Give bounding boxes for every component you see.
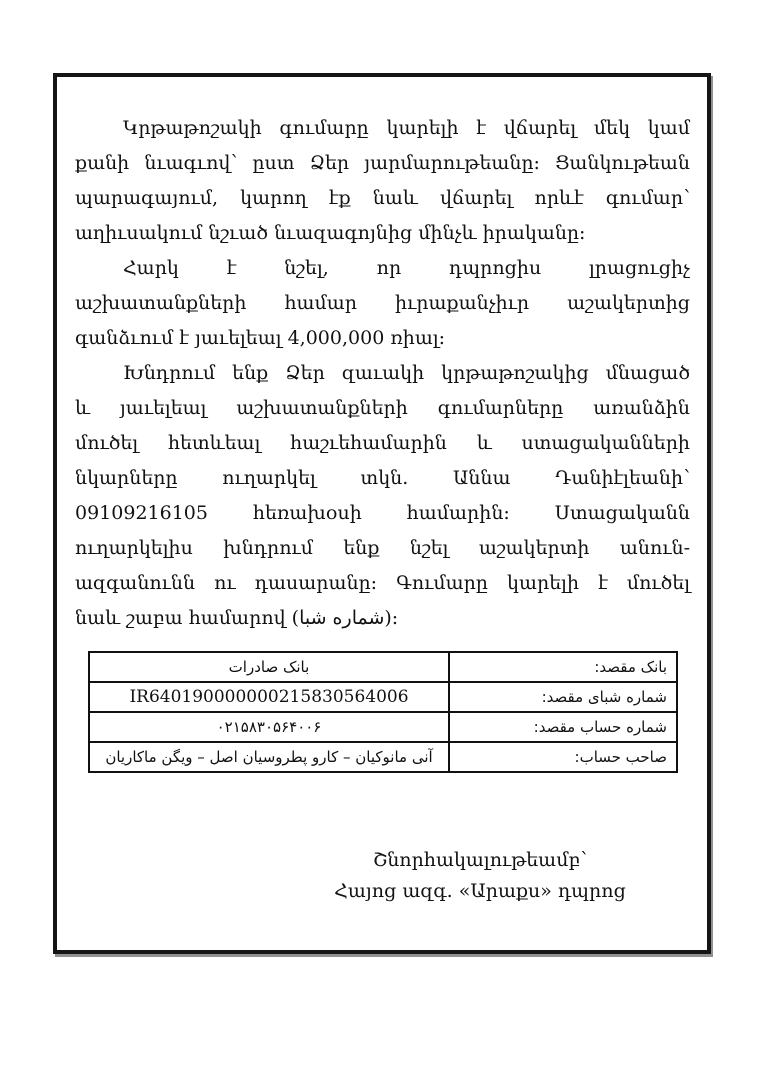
account-holder-value: آنی مانوکیان – کارو پطروسیان اصل – ویگن ماکاریان xyxy=(89,742,449,772)
text-line: 09109216105 հեռախօսի համարին։ Ստացականն xyxy=(75,502,690,524)
text-line: մուծել հետևեալ հաշւեհամարին և ստացականների xyxy=(75,432,690,454)
signature-closing: Շնորհակալութեամբ՝ xyxy=(372,849,588,871)
bank-label: شماره شبای مقصد: xyxy=(449,682,677,712)
text-line: և յաւելեալ աշխատանքների գումարները առանձին xyxy=(75,397,690,419)
text-line: նաև շաբա համարով (شماره شبا)։ xyxy=(75,607,399,629)
text-line: Խնդրում ենք Ձեր զաւակի կրթաթոշակից մնացած xyxy=(123,362,690,384)
table-row-destination-bank xyxy=(89,652,677,682)
signature-school-name: Հայոց ազգ. «Արաքս» դպրոց xyxy=(334,880,626,902)
paragraph-scholarship-payment xyxy=(75,111,690,251)
document-page-frame xyxy=(53,73,711,954)
iban-value: IR640190000000215830564006 xyxy=(89,682,449,712)
text-line: քանի նւագւով՝ ըստ Ձեր յարմարութեանը։ Ցանկութեան xyxy=(75,152,690,174)
bank-details-table xyxy=(88,651,678,773)
text-line: նկարները ուղարկել տկն. Աննա Դանիէլեանի՝ xyxy=(75,467,690,489)
text-line: աղիւսակում նշւած նւազագոյնից մինչև իրականը։ xyxy=(75,222,586,244)
account-number-value: ۰۲۱۵۸۳۰۵۶۴۰۰۶ xyxy=(89,712,449,742)
paragraph-extra-fee xyxy=(75,251,690,356)
bank-label: شماره حساب مقصد: xyxy=(449,712,677,742)
table-row-account-number xyxy=(89,712,677,742)
signature-block xyxy=(330,845,630,907)
text-line: գանձւում է յաւելեալ 4,000,000 ռիալ։ xyxy=(75,327,446,349)
text-line: Կրթաթոշակի գումարը կարելի է վճարել մեկ կամ xyxy=(123,117,690,139)
bank-label: بانک مقصد: xyxy=(449,652,677,682)
document-body xyxy=(57,77,707,907)
text-line: պարագայում, կարող էք նաև վճարել որևէ գումար՝ xyxy=(75,187,690,209)
table-row-account-holder xyxy=(89,742,677,772)
text-line: ուղարկելիս խնդրում ենք նշել աշակերտի անուն- xyxy=(75,537,690,559)
bank-label: صاحب حساب: xyxy=(449,742,677,772)
text-line: ազգանունն ու դասարանը։ Գումարը կարելի է մուծել xyxy=(75,572,690,594)
bank-value: بانک صادرات xyxy=(89,652,449,682)
text-line: Հարկ է նշել, որ դպրոցիս լրացուցիչ xyxy=(123,257,690,279)
table-row-sheba-number xyxy=(89,682,677,712)
text-line: աշխատանքների համար իւրաքանչիւր աշակերտից xyxy=(75,292,690,314)
paragraph-payment-instructions xyxy=(75,356,690,636)
